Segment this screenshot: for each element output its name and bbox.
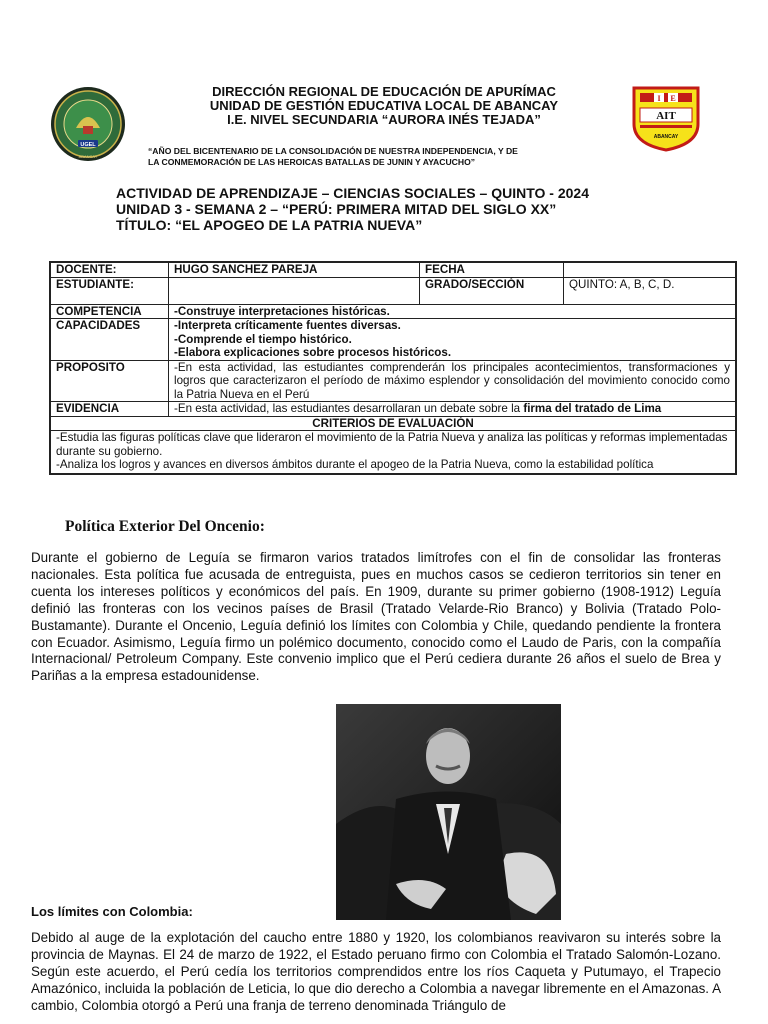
svg-text:AIT: AIT [656, 110, 676, 122]
subsection-title: Los límites con Colombia: [31, 904, 193, 919]
school-shield-icon [630, 84, 702, 152]
evidencia-label: EVIDENCIA [50, 402, 169, 417]
activity-title: ACTIVIDAD DE APRENDIZAJE – CIENCIAS SOCIALES – QUINTO - 2024 [116, 185, 589, 201]
header-line-1: DIRECCIÓN REGIONAL DE EDUCACIÓN DE APURÍMAC [212, 84, 556, 99]
fecha-label: FECHA [420, 262, 564, 277]
evidencia-value: -En esta actividad, las estudiantes desarrollaran un debate sobre la firma del tratado de Lima [169, 402, 737, 417]
grado-value: QUINTO: A, B, C, D. [564, 277, 737, 304]
capacidades-list [169, 319, 737, 361]
docente-value: HUGO SANCHEZ PAREJA [169, 262, 420, 277]
competencia-label: COMPETENCIA [50, 304, 169, 319]
criterios-label: CRITERIOS DE EVALUACIÓN [50, 416, 736, 431]
header-line-2: UNIDAD DE GESTIÓN EDUCATIVA LOCAL DE ABANCAY [209, 98, 559, 113]
ugel-seal-icon [50, 86, 126, 162]
activity-info-table [49, 261, 737, 475]
header-line-3: I.E. NIVEL SECUNDARIA “AURORA INÉS TEJADA” [227, 112, 541, 127]
proposito-label: PROPOSITO [50, 360, 169, 402]
grado-label: GRADO/SECCIÓN [420, 277, 564, 304]
fecha-value [564, 262, 737, 277]
unit-title: UNIDAD 3 - SEMANA 2 – “PERÚ: PRIMERA MITAD DEL SIGLO XX” [116, 201, 557, 217]
list-item: -Estudia las figuras políticas clave que lideraron el movimiento de la Patria Nueva y analiza las políticas y reformas implementadas durante su gobierno. [56, 431, 728, 458]
docente-label: DOCENTE: [50, 262, 169, 277]
criterios-list [50, 431, 736, 474]
svg-text:ABANCAY: ABANCAY [653, 134, 679, 140]
list-item: -Comprende el tiempo histórico. [174, 332, 352, 346]
proposito-value: -En esta actividad, las estudiantes comprenderán los principales acontecimientos, transformaciones y logros que caracterizaron el período de máximo esplendor y consolidación del movimiento conocido como la Patria Nueva en el Perú [169, 360, 737, 402]
section-title: Política Exterior Del Oncenio: [65, 518, 265, 535]
list-item: -Elabora explicaciones sobre procesos históricos. [174, 346, 452, 359]
estudiante-label: ESTUDIANTE: [50, 277, 169, 304]
paragraph-foreign-policy: Durante el gobierno de Leguía se firmaron varios tratados limítrofes con el fin de consolidar las fronteras nacionales. Esta política fue acusada de entreguista, pues en muchos casos se cedieron territorios sin tener en cuenta los intereses políticos y económicos del país. En 1909, durante su primer gobierno (1908-1912) Leguía definió las fronteras con los vecinos países de Brasil (Tratado Velarde-Rio Branco) y Bolivia (Tratado Polo-Bustamante). Durante el Oncenio, Leguía definió los límites con Colombia y Chile, quedando pendiente la frontera con Ecuador. Asimismo, Leguía firmo un polémico documento, conocido como el Laudo de Paris, con la compañía Internacional/ Petroleum Company. Este convenio implico que el Perú cediera durante 26 años el suelo de Brea y Pariñas a la empresa estadounidense. [31, 550, 721, 684]
lesson-title: TÍTULO: “EL APOGEO DE LA PATRIA NUEVA” [116, 217, 423, 233]
institution-header [150, 85, 618, 127]
competencia-value: -Construye interpretaciones históricas. [169, 304, 737, 319]
activity-titles [116, 185, 716, 233]
list-item: -Interpreta críticamente fuentes diversas. [174, 319, 401, 332]
paragraph-colombia-limits: Debido al auge de la explotación del caucho entre 1880 y 1920, los colombianos reavivaron su interés sobre la provincia de Maynas. El 24 de marzo de 1922, el Estado peruano firmo con Colombia el Tratado Salomón-Lozano. Según este acuerdo, el Perú cedía los territorios comprendidos entre los ríos Caqueta y Putumayo, el Trapecio Amazónico, incluida la población de Leticia, lo que dio derecho a Colombia a navegar libremente en el Amazonas. A cambio, Colombia otorgó a Perú una franja de terreno denominada Triángulo de [31, 930, 721, 1013]
list-item: -Analiza los logros y avances en diversos ámbitos durante el apogeo de la Patria Nueva, como la estabilidad política [56, 458, 654, 471]
capacidades-label: CAPACIDADES [50, 319, 169, 361]
svg-text:ABANCAY: ABANCAY [78, 154, 98, 159]
estudiante-value [169, 277, 420, 304]
ugel-badge-text: UGEL [80, 142, 96, 148]
svg-text:E: E [670, 94, 676, 103]
svg-text:I: I [657, 94, 661, 103]
portrait-photo-icon [336, 704, 561, 920]
year-motto: “AÑO DEL BICENTENARIO DE LA CONSOLIDACIÓN DE NUESTRA INDEPENDENCIA, Y DE LA CONMEMORACIÓN DE LAS HEROICAS BATALLAS DE JUNIN Y AYACUCHO” [148, 146, 518, 167]
